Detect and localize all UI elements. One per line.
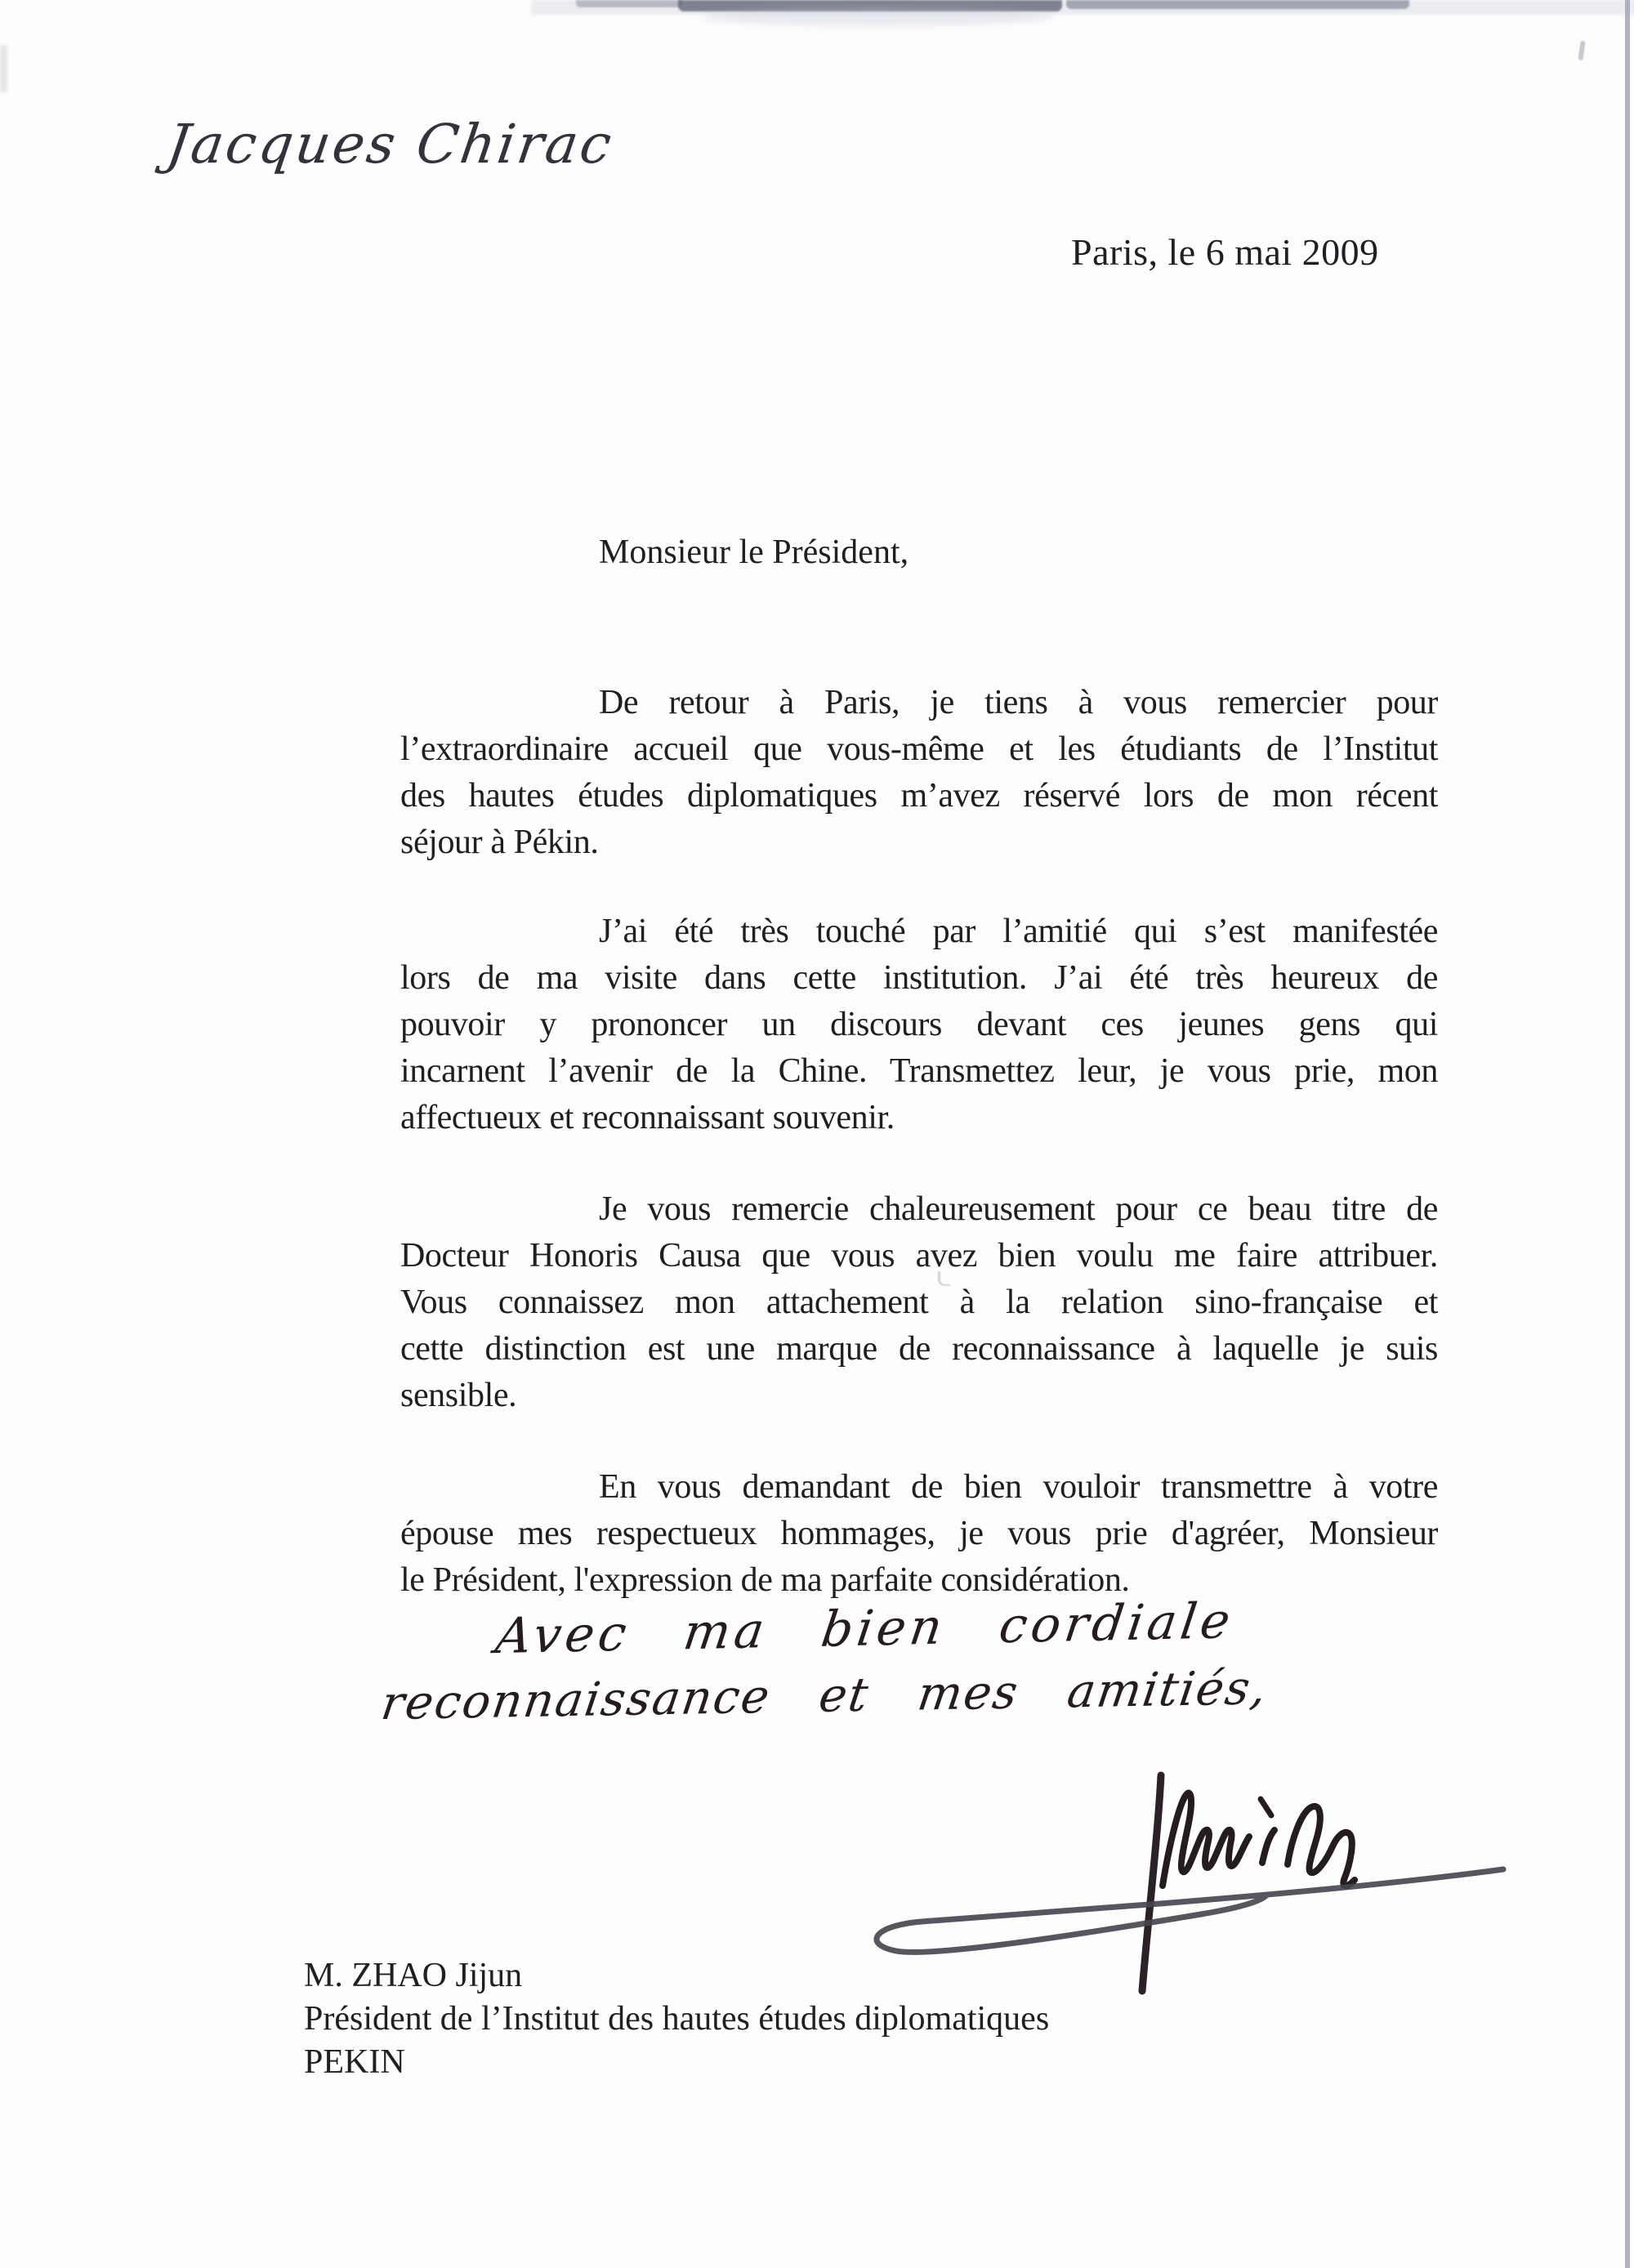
signature-end-stroke	[1262, 1806, 1355, 1886]
recipient-city: PEKIN	[304, 2043, 405, 2081]
body-line: séjour à Pékin.	[400, 824, 599, 861]
letterhead-script-name: Jacques Chirac	[163, 113, 618, 176]
paragraph-2	[400, 909, 1438, 1141]
signature-underline-stroke	[877, 1869, 1503, 1952]
body-line: des hautes études diplomatiques m’avez réservé lors de mon récent	[400, 777, 1438, 815]
body-line: sensible.	[400, 1377, 517, 1414]
paragraph-4	[400, 1464, 1438, 1604]
scan-artifact-top-smudge	[703, 8, 1054, 26]
body-line: Docteur Honoris Causa que vous avez bien voulu me faire attribuer.	[400, 1237, 1438, 1275]
recipient-block	[304, 1954, 1049, 2084]
scan-artifact-top-segment-middle	[678, 0, 1062, 11]
scan-artifact-left-edge-smudge	[0, 45, 7, 92]
body-line: De retour à Paris, je tiens à vous remercier pour	[599, 684, 1438, 721]
body-line: épouse mes respectueux hommages, je vous prie d'agréer, Monsieur	[400, 1515, 1438, 1552]
date-line: Paris, le 6 mai 2009	[1071, 231, 1379, 273]
body-line: le Président, l'expression de ma parfaite considération.	[400, 1561, 1130, 1599]
scan-artifact-top-segment-left	[576, 0, 682, 7]
scan-artifact-top-faint-strip	[531, 0, 1634, 15]
recipient-name: M. ZHAO Jijun	[304, 1957, 523, 1994]
body-line: Je vous remercie chaleureusement pour ce beau titre de	[599, 1190, 1438, 1228]
scan-artifact-right-edge-line	[1625, 0, 1630, 2268]
signature-vertical-stroke	[1142, 1775, 1161, 1991]
body-line: pouvoir y prononcer un discours devant ces jeunes gens qui	[400, 1006, 1438, 1043]
salutation: Monsieur le Président,	[599, 534, 909, 571]
paragraph-3	[400, 1186, 1438, 1419]
body-line: En vous demandant de bien vouloir transmettre à votre	[599, 1468, 1438, 1506]
handwritten-note-line-1: Avec ma bien cordiale	[492, 1592, 1238, 1666]
signature-name-stroke	[1163, 1793, 1249, 1886]
body-line: cette distinction est une marque de reconnaissance à laquelle je suis	[400, 1330, 1438, 1368]
body-line: Vous connaissez mon attachement à la relation sino-française et	[400, 1284, 1438, 1321]
handwritten-note-line-2: reconnaissance et mes amitiés,	[377, 1661, 1272, 1731]
body-line: lors de ma visite dans cette institution. J’ai été très heureux de	[400, 959, 1438, 997]
scan-artifact-right-mark	[1578, 41, 1585, 61]
scan-artifact-top-segment-right	[1066, 0, 1409, 9]
recipient-title: Président de l’Institut des hautes études diplomatiques	[304, 2000, 1050, 2038]
signature-accent-stroke	[1261, 1799, 1271, 1815]
body-line: l’extraordinaire accueil que vous-même et les étudiants de l’Institut	[400, 730, 1438, 768]
body-line: J’ai été très touché par l’amitié qui s’est manifestée	[599, 913, 1438, 950]
body-line: incarnent l’avenir de la Chine. Transmettez leur, je vous prie, mon	[400, 1052, 1438, 1090]
body-line: affectueux et reconnaissant souvenir.	[400, 1099, 895, 1136]
paragraph-1	[400, 680, 1438, 866]
